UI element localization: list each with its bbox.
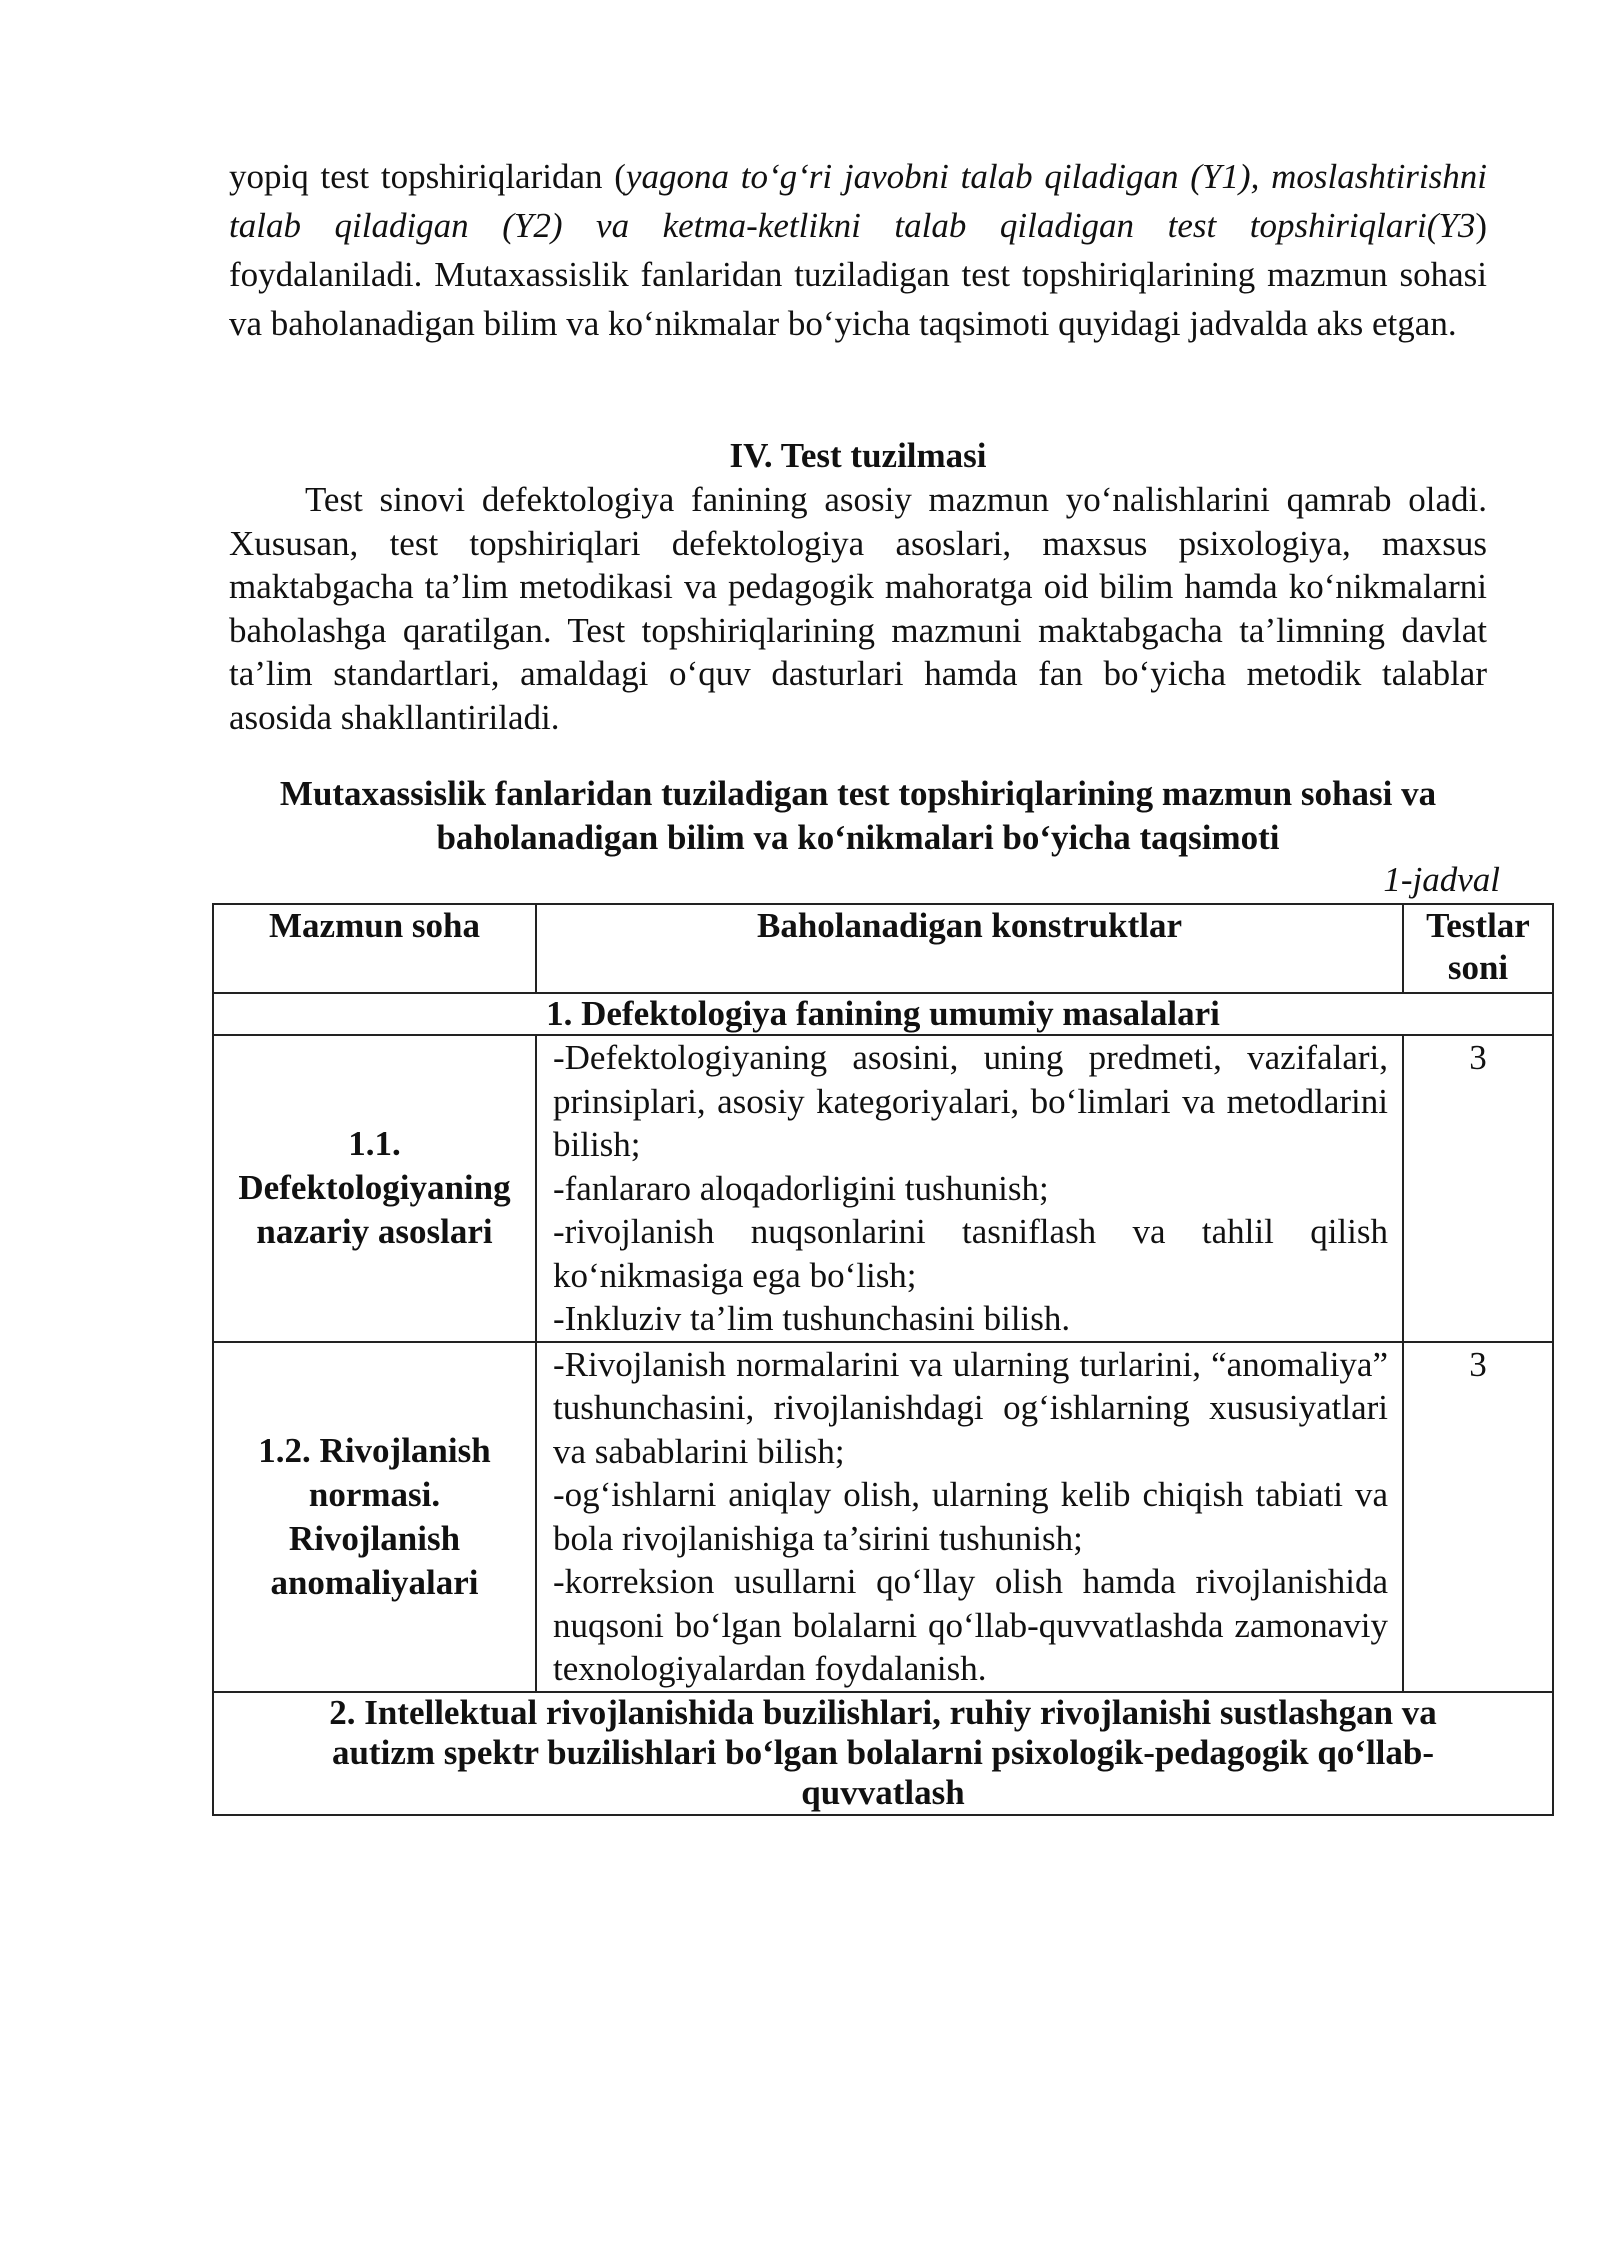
- count-cell: 3: [1403, 1342, 1553, 1692]
- construct-item: -fanlararo aloqadorligini tushunish;: [553, 1168, 1049, 1208]
- table-number: 1-jadval: [1383, 860, 1500, 899]
- construct-item: -og‘ishlarni aniqlay olish, ularning kelib chiqish tabiati va bola rivojlanishiga ta’sirini tushunish;: [553, 1475, 1388, 1558]
- constructs-cell: [536, 1035, 1403, 1342]
- section-row-2: [213, 1692, 1553, 1815]
- construct-item: -Inkluziv ta’lim tushunchasini bilish.: [553, 1299, 1071, 1338]
- structure-paragraph: Test sinovi defektologiya fanining asosiy mazmun yo‘nalishlarini qamrab oladi. Xususan, test topshiriqlari defektologiya asoslari, maxsus psixologiya, maxsus maktabgacha ta’lim metodikasi va pedagogik mahoratga oid bilim hamda ko‘nikmalarni baholashga qaratilgan. Test topshiriqlarining mazmuni maktabgacha ta’limning davlat ta’lim standartlari, amaldagi o‘quv dasturlari hamda fan bo‘yicha metodik talablar asosida shakllantiriladi.: [229, 480, 1487, 737]
- section-2-title: 2. Intellektual rivojlanishida buzilishlari, ruhiy rivojlanishi sustlashgan va autizm spektr buzilishlari bo‘lgan bolalarni psixologik-pedagogik qo‘llab-quvvatlash: [213, 1692, 1553, 1815]
- count-cell: 3: [1403, 1035, 1553, 1342]
- section-1-title: 1. Defektologiya fanining umumiy masalalari: [213, 993, 1553, 1035]
- constructs-cell: [536, 1342, 1403, 1692]
- area-cell: 1.2. Rivojlanish normasi. Rivojlanish anomaliyalari: [213, 1342, 536, 1692]
- construct-item: -korreksion usullarni qo‘llay olish hamda rivojlanishida nuqsoni bo‘lgan bolalarni qo‘llab-quvvatlashda zamonaviy texnologiyalardan foydalanish.: [553, 1562, 1388, 1688]
- construct-item: -Defektologiyaning asosini, uning predmeti, vazifalari, prinsiplari, asosiy kategoriyalari, bo‘limlari va metodlarini bilish;: [553, 1038, 1388, 1164]
- table-header-row: [213, 904, 1553, 993]
- table-caption: Mutaxassislik fanlaridan tuziladigan test topshiriqlarining mazmun sohasi va baholanadigan bilim va ko‘nikmalari bo‘yicha taqsimoti: [279, 774, 1437, 857]
- area-cell: 1.1. Defektologiyaning nazariy asoslari: [213, 1035, 536, 1342]
- header-constructs: Baholanadigan konstruktlar: [536, 904, 1403, 993]
- header-area: Mazmun soha: [213, 904, 536, 993]
- header-count: Testlar soni: [1403, 904, 1553, 993]
- intro-text-end: ) foydalaniladi. Mutaxassislik fanlaridan tuziladigan test topshiriqlarining mazmun sohasi va baholanadigan bilim va ko‘nikmalar bo‘yicha taqsimoti quyidagi jadvalda aks etgan.: [229, 206, 1487, 343]
- construct-item: -Rivojlanish normalarini va ularning turlarini, “anomaliya” tushunchasini, rivojlanishdagi og‘ishlarning xususiyatlari va sabablarini bilish;: [553, 1344, 1388, 1471]
- table-row: [213, 1342, 1553, 1692]
- distribution-table: [212, 903, 1554, 1816]
- intro-text-start: yopiq test topshiriqlaridan (: [229, 157, 626, 196]
- construct-item: -rivojlanish nuqsonlarini tasniflash va tahlil qilish ko‘nikmasiga ega bo‘lish;: [553, 1212, 1388, 1295]
- section-heading: IV. Test tuzilmasi: [729, 436, 987, 475]
- section-row-1: [213, 993, 1553, 1035]
- intro-italic-text: yagona to‘g‘ri javobni talab qiladigan (Y1), moslashtirishni talab qiladigan (Y2) va ketma-ketlikni talab qiladigan test topshiriqlari(Y3: [229, 157, 1487, 245]
- table-row: [213, 1035, 1553, 1342]
- intro-paragraph: [229, 152, 1487, 348]
